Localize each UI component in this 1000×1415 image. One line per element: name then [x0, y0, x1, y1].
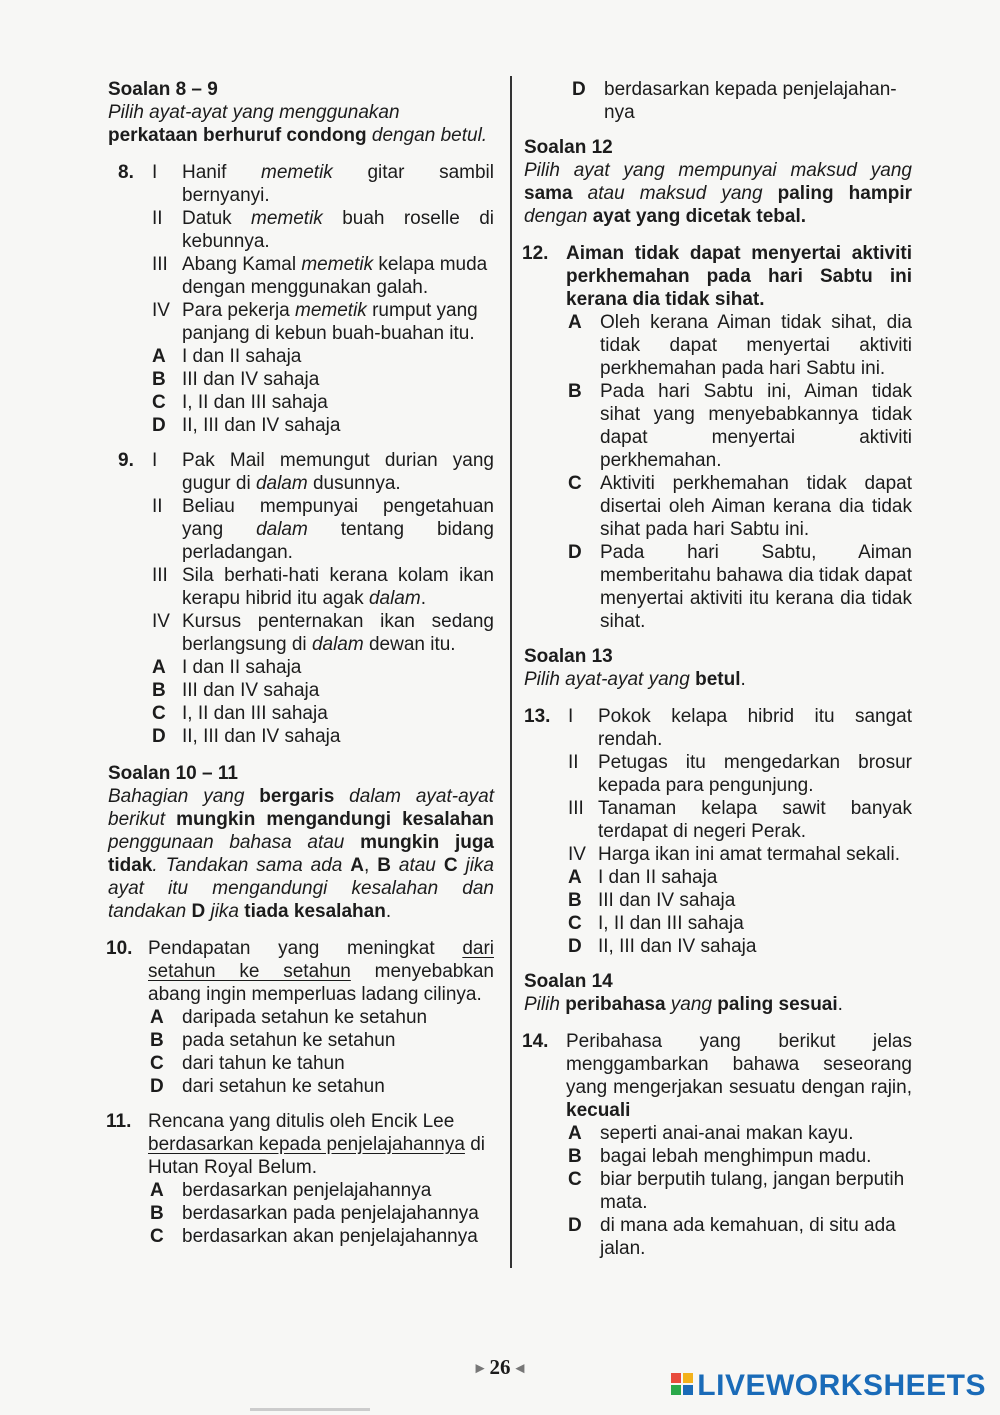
question-stem: Rencana yang ditulis oleh Encik Lee berdasarkan kepada penjelajahannya di Hutan Royal Belum.	[148, 1111, 485, 1178]
statement-iv: IV Harga ikan ini amat termahal sekali.	[568, 844, 901, 865]
section-title-8-9: Soalan 8 – 9	[108, 79, 218, 100]
arrow-left-icon: ◀	[515, 1362, 525, 1375]
question-11-continued	[524, 78, 912, 124]
section-title-13: Soalan 13	[524, 646, 613, 667]
option-c[interactable]: C biar berputih tulang, jangan berputih mata.	[568, 1169, 905, 1213]
section-title-10-11: Soalan 10 – 11	[108, 763, 238, 784]
option-a[interactable]: A I dan II sahaja	[152, 657, 302, 678]
question-number: 12.	[522, 243, 549, 264]
left-column	[108, 78, 494, 1260]
statement-iv: IV Kursus penternakan ikan sedang berlangsung di dalam dewan itu.	[152, 611, 494, 655]
option-a[interactable]: A berdasarkan penjelajahannya	[150, 1180, 432, 1201]
statement-iii: III Tanaman kelapa sawit banyak terdapat di negeri Perak.	[568, 798, 912, 842]
option-c[interactable]: C I, II dan III sahaja	[152, 392, 328, 413]
option-b[interactable]: B III dan IV sahaja	[152, 369, 320, 390]
question-stem: Pendapatan yang meningkat dari setahun ke setahun menyebabkan abang ingin memperluas ladang cilinya.	[148, 938, 494, 1005]
option-c[interactable]: C I, II dan III sahaja	[152, 703, 328, 724]
option-d[interactable]: D Pada hari Sabtu, Aiman memberitahu bahawa dia tidak dapat menyertai aktiviti itu kerana dia tidak sihat.	[568, 542, 912, 632]
option-b[interactable]: B pada setahun ke setahun	[150, 1030, 396, 1051]
question-11	[108, 1110, 494, 1248]
question-14	[524, 1030, 912, 1260]
option-d[interactable]: D II, III dan IV sahaja	[568, 936, 757, 957]
option-a[interactable]: A I dan II sahaja	[568, 867, 718, 888]
section-instruction-12: Pilih ayat yang mempunyai maksud yang sama atau maksud yang paling hampir dengan ayat yang dicetak tebal.	[524, 160, 912, 227]
page-number-text: 26	[489, 1355, 511, 1379]
section-instruction-14: Pilih peribahasa yang paling sesuai.	[524, 994, 843, 1015]
question-number: 13.	[524, 706, 551, 727]
liveworksheets-logo[interactable]	[671, 1369, 986, 1402]
option-d[interactable]: D di mana ada kemahuan, di situ ada jalan.	[568, 1215, 896, 1259]
brand-name: LIVEWORKSHEETS	[697, 1369, 986, 1402]
underlined-phrase: berdasarkan kepada penjelajahannya	[148, 1134, 465, 1155]
section-instruction-13: Pilih ayat-ayat yang betul.	[524, 669, 746, 690]
option-d[interactable]: D berdasarkan kepada penjelajahan-nya	[572, 79, 897, 123]
question-10	[108, 937, 494, 1098]
question-12	[524, 242, 912, 633]
question-13	[524, 705, 912, 958]
statement-iii: III Abang Kamal memetik kelapa muda dengan menggunakan galah.	[152, 254, 488, 298]
option-a[interactable]: A Oleh kerana Aiman tidak sihat, dia tidak dapat menyertai aktiviti perkhemahan pada hari Sabtu ini.	[568, 312, 912, 379]
statement-ii: II Beliau mempunyai pengetahuan yang dalam tentang bidang perladangan.	[152, 496, 495, 563]
option-a[interactable]: A seperti anai-anai makan kayu.	[568, 1123, 854, 1144]
question-stem: Aiman tidak dapat menyertai aktiviti perkhemahan pada hari Sabtu ini kerana dia tidak sihat.	[566, 243, 912, 310]
option-a[interactable]: A I dan II sahaja	[152, 346, 302, 367]
option-b[interactable]: B III dan IV sahaja	[568, 890, 736, 911]
statement-ii: II Petugas itu mengedarkan brosur kepada para pengunjung.	[568, 752, 912, 796]
option-c[interactable]: C dari tahun ke tahun	[150, 1053, 345, 1074]
option-c[interactable]: C I, II dan III sahaja	[568, 913, 744, 934]
option-b[interactable]: B bagai lebah menghimpun madu.	[568, 1146, 872, 1167]
option-d[interactable]: D II, III dan IV sahaja	[152, 415, 341, 436]
option-a[interactable]: A daripada setahun ke setahun	[150, 1007, 428, 1028]
question-8	[108, 161, 494, 437]
question-9	[108, 449, 494, 748]
option-d[interactable]: D dari setahun ke setahun	[150, 1076, 385, 1097]
question-number: 10.	[106, 938, 133, 959]
statement-i: I Hanif memetik gitar sambil bernyanyi.	[152, 162, 494, 206]
option-b[interactable]: B Pada hari Sabtu ini, Aiman tidak sihat yang menyebabkannya tidak dapat menyertai aktiviti perkhemahan.	[568, 381, 912, 471]
section-title-12: Soalan 12	[524, 137, 613, 158]
statement-i: I Pak Mail memungut durian yang gugur di dalam dusunnya.	[152, 450, 494, 494]
statement-iii: III Sila berhati-hati kerana kolam ikan kerapu hibrid itu agak dalam.	[152, 565, 494, 609]
column-divider	[510, 76, 512, 1268]
question-number: 14.	[522, 1031, 549, 1052]
statement-iv: IV Para pekerja memetik rumput yang panjang di kebun buah-buahan itu.	[152, 300, 478, 344]
option-d[interactable]: D II, III dan IV sahaja	[152, 726, 341, 747]
option-b[interactable]: B berdasarkan pada penjelajahannya	[150, 1203, 479, 1224]
question-stem: Peribahasa yang berikut jelas menggambarkan bahawa seseorang yang mengerjakan sesuatu dengan rajin, kecuali	[566, 1031, 912, 1121]
option-c[interactable]: C berdasarkan akan penjelajahannya	[150, 1226, 478, 1247]
question-number: 11.	[106, 1111, 132, 1132]
section-instruction-10-11: Bahagian yang bergaris dalam ayat-ayat berikut mungkin mengandungi kesalahan penggunaan bahasa atau mungkin juga tidak. Tandakan sama ada A, B atau C jika ayat itu mengandungi kesalahan dan tandakan D jika tiada kesalahan.	[108, 786, 494, 922]
section-title-14: Soalan 14	[524, 971, 613, 992]
question-number: 8.	[118, 162, 134, 183]
right-column	[524, 78, 912, 1272]
underlined-phrase: dari setahun ke setahun	[148, 938, 494, 982]
section-instruction-8-9: Pilih ayat-ayat yang menggunakan perkataan berhuruf condong dengan betul.	[108, 102, 488, 146]
question-number: 9.	[118, 450, 134, 471]
option-c[interactable]: C Aktiviti perkhemahan tidak dapat disertai oleh Aiman kerana dia tidak sihat pada hari Sabtu ini.	[568, 473, 912, 540]
brand-grid-icon	[671, 1373, 693, 1395]
option-b[interactable]: B III dan IV sahaja	[152, 680, 320, 701]
statement-ii: II Datuk memetik buah roselle di kebunnya.	[152, 208, 494, 252]
arrow-right-icon: ▶	[475, 1362, 485, 1375]
scan-smudge	[250, 1408, 370, 1411]
statement-i: I Pokok kelapa hibrid itu sangat rendah.	[568, 706, 912, 750]
